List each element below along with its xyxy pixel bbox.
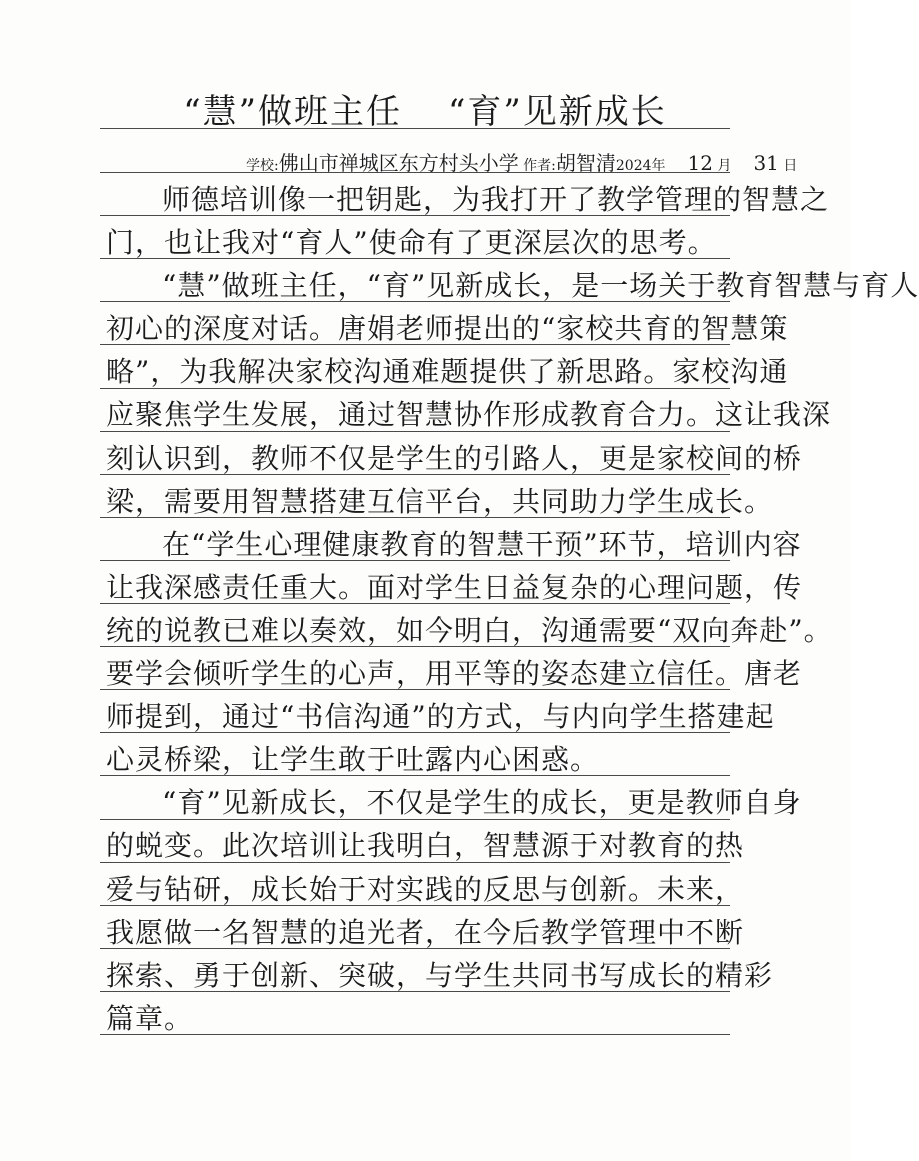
body-line: 篇章。 [106, 1001, 194, 1035]
ruled-line [100, 128, 730, 129]
body-line: 心灵桥梁，让学生敢于吐露内心困惑。 [106, 743, 600, 777]
body-line: 我愿做一名智慧的追光者，在今后教学管理中不断 [106, 915, 745, 949]
date-day: 31 [753, 151, 779, 175]
author-label: 作者: [523, 158, 556, 174]
body-line: 的蜕变。此次培训让我明白，智慧源于对教育的热 [106, 829, 745, 863]
date-year-unit: 年 [651, 158, 666, 174]
body-line: 师德培训像一把钥匙，为我打开了教学管理的智慧之 [162, 183, 830, 216]
essay-body [106, 178, 919, 1040]
body-line: “育”见新成长，不仅是学生的成长，更是教师自身 [162, 786, 802, 820]
date-month-unit: 月 [717, 158, 732, 174]
body-line: 初心的深度对话。唐娟老师提出的“家校共育的智慧策 [106, 312, 789, 346]
body-line: 门，也让我对“育人”使命有了更深层次的思考。 [106, 226, 717, 260]
date-year: 2024 [615, 158, 652, 174]
author-name: 胡智清 [555, 151, 616, 175]
body-line: 师提到，通过“书信沟通”的方式，与内向学生搭建起 [106, 700, 775, 734]
date-month: 12 [687, 151, 713, 175]
school-label: 学校: [246, 158, 279, 174]
school-name: 佛山市禅城区东方村头小学 [278, 151, 519, 175]
body-line: 刻认识到，教师不仅是学生的引路人，更是家校间的桥 [106, 441, 803, 475]
ruled-line [100, 172, 730, 173]
body-line: 梁，需要用智慧搭建互信平台，共同助力学生成长。 [106, 484, 774, 518]
body-line: 要学会倾听学生的心声，用平等的姿态建立信任。唐老 [106, 657, 803, 691]
essay-title [0, 84, 850, 133]
body-line: “慧”做班主任，“育”见新成长，是一场关于教育智慧与育人 [162, 269, 919, 303]
title-part-1: “慧”做班主任 [183, 92, 402, 132]
body-line: 让我深感责任重大。面对学生日益复杂的心理问题，传 [106, 570, 803, 604]
body-line: 略”，为我解决家校沟通难题提供了新思路。家校沟通 [106, 355, 789, 389]
body-line: 爱与钻研，成长始于对实践的反思与创新。未来， [106, 872, 745, 906]
body-line: 统的说教已难以奏效，如今明白，沟通需要“双向奔赴”。 [106, 613, 833, 647]
date-day-unit: 日 [783, 158, 798, 174]
title-part-2: “育”见新成长 [448, 92, 667, 132]
body-line: 探索、勇于创新、突破，与学生共同书写成长的精彩 [106, 958, 774, 992]
body-line: 应聚焦学生发展，通过智慧协作形成教育合力。这让我深 [106, 398, 832, 432]
body-line: 在“学生心理健康教育的智慧干预”环节，培训内容 [162, 527, 802, 561]
